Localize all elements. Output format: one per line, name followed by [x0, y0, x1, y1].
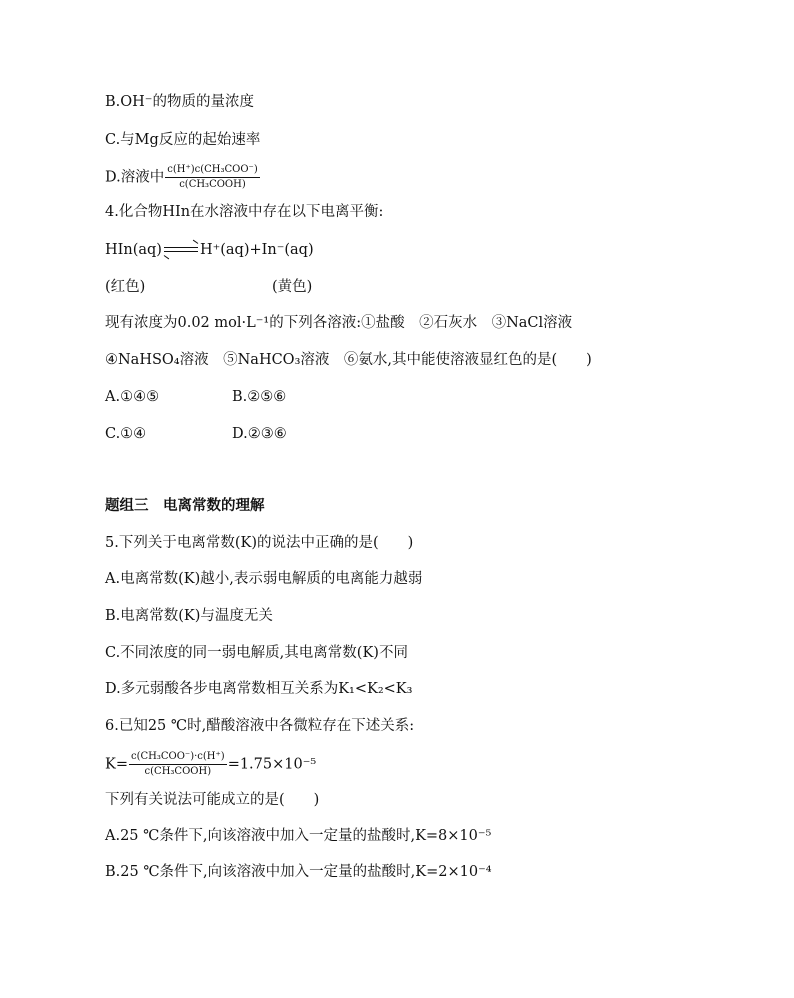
q4-option-a: A.①④⑤ [105, 389, 160, 405]
q4-solutions-line2: ④NaHSO₄溶液 ⑤NaHCO₃溶液 ⑥氨水,其中能使溶液显红色的是( ) [105, 352, 592, 368]
q4-color-left: (红色) [105, 279, 146, 295]
q4-option-d: D.②③⑥ [232, 426, 287, 442]
fraction-denominator: c(CH₃COOH) [179, 179, 246, 190]
q5-option-d: D.多元弱酸各步电离常数相互关系为K₁<K₂<K₃ [105, 681, 413, 697]
k-prefix: K= [105, 756, 128, 773]
section-heading: 题组三 电离常数的理解 [105, 498, 265, 514]
q4-option-b: B.②⑤⑥ [232, 389, 287, 405]
equilibrium-left: HIn(aq) [105, 242, 162, 258]
q5-stem: 5.下列关于电离常数(K)的说法中正确的是( ) [105, 535, 414, 551]
k-fraction [129, 751, 227, 778]
q4-solutions-line1: 现有浓度为0.02 mol·L⁻¹的下列各溶液:①盐酸 ②石灰水 ③NaCl溶液 [105, 315, 573, 331]
q6-option-b: B.25 ℃条件下,向该溶液中加入一定量的盐酸时,K=2×10⁻⁴ [105, 864, 492, 880]
q3-option-b: B.OH⁻的物质的量浓度 [105, 94, 254, 110]
q6-constant-expression [105, 751, 316, 778]
q3-option-d [105, 164, 261, 191]
fraction-denominator: c(CH₃COOH) [144, 766, 212, 777]
q4-color-right: (黄色) [272, 279, 313, 295]
k-value: =1.75×10⁻⁵ [227, 756, 317, 773]
q4-option-c: C.①④ [105, 426, 147, 442]
q4-stem: 4.化合物HIn在水溶液中存在以下电离平衡: [105, 204, 384, 220]
q5-option-b: B.电离常数(K)与温度无关 [105, 608, 273, 624]
equilibrium-arrow-icon [164, 245, 198, 255]
fraction-numerator: c(H⁺)c(CH₃COO⁻) [165, 164, 260, 178]
fraction-numerator: c(CH₃COO⁻)·c(H⁺) [129, 751, 227, 765]
q4-equilibrium [105, 240, 314, 260]
q3-option-d-prefix: D.溶液中 [105, 169, 165, 186]
q6-question: 下列有关说法可能成立的是( ) [105, 792, 320, 808]
equilibrium-right: H⁺(aq)+In⁻(aq) [199, 242, 314, 258]
q5-option-c: C.不同浓度的同一弱电解质,其电离常数(K)不同 [105, 645, 408, 661]
q3-option-d-fraction [165, 164, 260, 191]
q3-option-c: C.与Mg反应的起始速率 [105, 132, 261, 148]
q6-option-a: A.25 ℃条件下,向该溶液中加入一定量的盐酸时,K=8×10⁻⁵ [105, 828, 492, 844]
q5-option-a: A.电离常数(K)越小,表示弱电解质的电离能力越弱 [105, 571, 423, 587]
q6-stem: 6.已知25 ℃时,醋酸溶液中各微粒存在下述关系: [105, 718, 415, 734]
